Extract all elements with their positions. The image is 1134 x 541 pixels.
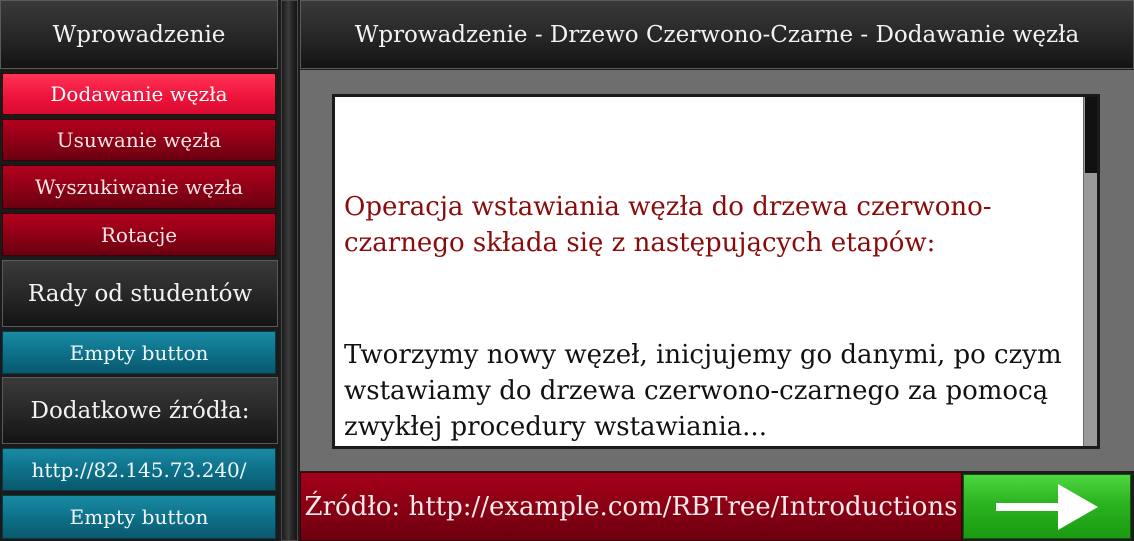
panel-divider[interactable] xyxy=(281,0,298,541)
empty-button-1[interactable]: Empty button xyxy=(2,331,276,374)
sources-link[interactable]: http://82.145.73.240/ xyxy=(2,448,276,491)
paragraph-body: Tworzymy nowy węzeł, inicjujemy go danymi, po czym wstawiamy do drzewa czerwono-czarnego za pomocą zwykłej procedury wstawiania... xyxy=(344,340,1062,442)
sidebar-item-delete-node[interactable]: Usuwanie węzła xyxy=(2,119,276,161)
sidebar-item-rotations[interactable]: Rotacje xyxy=(2,213,276,256)
scrollbar[interactable] xyxy=(1083,97,1097,446)
next-button[interactable] xyxy=(963,474,1131,539)
paragraph-intro: Operacja wstawiania węzła do drzewa czerwono-czarnego składa się z następujących etapów: xyxy=(344,192,992,258)
students-tips-header: Rady od studentów xyxy=(2,260,278,327)
scrollbar-thumb[interactable] xyxy=(1085,97,1098,173)
right-arrow-icon xyxy=(992,481,1102,533)
content-box xyxy=(332,94,1100,449)
content-text xyxy=(344,97,1084,446)
sidebar-item-add-node[interactable]: Dodawanie węzła xyxy=(2,73,276,115)
empty-button-2[interactable]: Empty button xyxy=(2,495,276,539)
additional-sources-header: Dodatkowe źródła: xyxy=(2,377,278,444)
page-title: Wprowadzenie - Drzewo Czerwono-Czarne - Dodawanie węzła xyxy=(300,0,1134,69)
source-footer: Źródło: http://example.com/RBTree/Introductions xyxy=(300,472,962,541)
sidebar-item-search-node[interactable]: Wyszukiwanie węzła xyxy=(2,165,276,209)
sidebar-header: Wprowadzenie xyxy=(0,0,278,69)
